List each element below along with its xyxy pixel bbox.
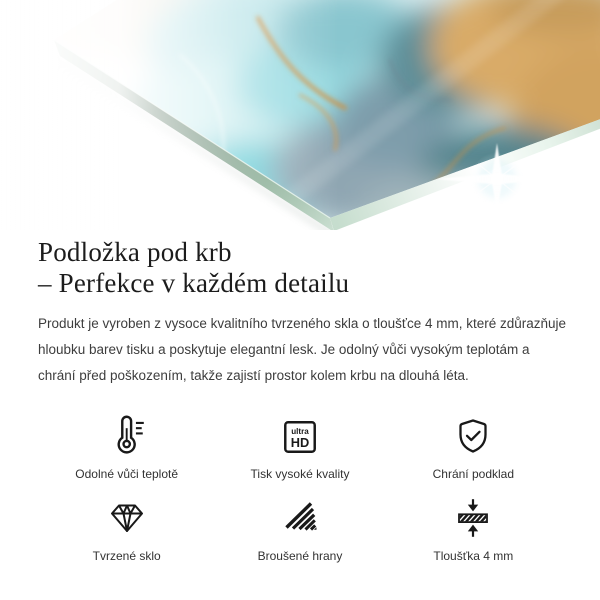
thermometer-icon [106, 412, 148, 456]
feature-label: Odolné vůči teplotě [75, 467, 179, 482]
feature-grid [40, 412, 560, 564]
feature-thickness [387, 494, 560, 563]
product-description-text: Produkt je vyroben z vysoce kvalitního tvrzeného skla o tloušťce 4 mm, které zdůrazňuje hloubku barev tisku a poskytuje elegantní lesk. Je odolný vůči vysokým teplotám a chrání před poškozením, takže zajistí prostor kolem krbu na dlouhá léta. [38, 316, 567, 384]
feature-heat-resistant [40, 412, 213, 481]
diamond-icon [106, 494, 148, 538]
feature-protects-surface [387, 412, 560, 481]
hero-image [0, 0, 600, 230]
feature-label: Broušené hrany [257, 549, 343, 564]
feature-label: Tvrzené sklo [92, 549, 161, 564]
page-title-line1: Podložka pod krb [38, 237, 232, 267]
feature-label: Tloušťka 4 mm [433, 549, 514, 564]
product-description-section [0, 237, 600, 564]
shield-check-icon [453, 412, 493, 456]
svg-text:HD: HD [290, 435, 310, 451]
svg-text:ultra: ultra [291, 427, 309, 437]
feature-tempered-glass [40, 494, 213, 563]
feature-print-quality [213, 412, 386, 481]
beveled-edges-icon [280, 494, 320, 538]
thickness-icon [453, 494, 493, 538]
page-title [38, 237, 562, 299]
white-fade-overlay [0, 0, 340, 230]
page-title-line2: – Perfekce v každém detailu [38, 268, 350, 299]
feature-label: Tisk vysoké kvality [250, 467, 350, 482]
feature-polished-edges [213, 494, 386, 563]
feature-label: Chrání podklad [432, 467, 515, 482]
ultra-hd-icon [281, 412, 319, 456]
